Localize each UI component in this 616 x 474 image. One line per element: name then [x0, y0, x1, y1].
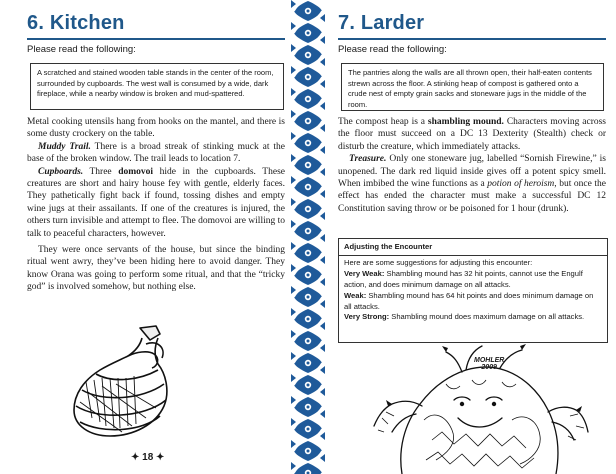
sidebar-intro: Here are some suggestions for adjusting this encounter:	[344, 257, 533, 267]
section-heading-kitchen: 6. Kitchen	[27, 12, 125, 34]
paragraph-label: Muddy Trail.	[38, 141, 91, 152]
adjusting-encounter-sidebar	[338, 238, 608, 343]
paragraph-text: , but once the effect has ended the character must make a successful DC 12 Constitution saving throw or be poisoned for 1 hour (drunk).	[338, 179, 606, 214]
read-aloud-lead: Please read the following:	[338, 44, 447, 55]
read-aloud-box: The pantries along the walls are all thrown open, their half-eaten contents strewn across the floor. A stinking heap of compost is gathered onto a crude nest of empty grain sacks and stoneware jugs in the middle of the room.	[341, 63, 604, 111]
stoneware-jug-illustration	[62, 322, 172, 440]
sidebar-title: Adjusting the Encounter	[339, 242, 607, 256]
paragraph-text: The compost heap is a	[338, 117, 428, 127]
read-aloud-box: A scratched and stained wooden table stands in the center of the room, surrounded by cupboards. The west wall is consumed by a wide, dark fireplace, while a nearby window is broken and mud-spattered.	[30, 63, 284, 110]
sidebar-item-very-weak	[344, 269, 602, 291]
right-page	[326, 0, 616, 474]
kitchen-body	[27, 116, 285, 294]
paragraph-text: Characters moving across the floor must succeed on a DC 13 Dexterity (Stealth) check or disturb the creature, which immediately attacks.	[338, 117, 606, 152]
item-text: Shambling mound has 64 hit points and does minimum damage on all attacks.	[344, 290, 594, 311]
item-label: Very Strong:	[344, 312, 390, 322]
paragraph-text: hide in the cupboards. These creatures are short and hairy house fey with gentle, elderly faces. They pathetically fight back if found, tossing dishes and empty wine jugs at their assailants. If one of the creatures is injured, the others turn invisible and attempt to flee. The domovoi are willing to talk to peaceful characters, however.	[27, 166, 285, 239]
creature-name: domovoi	[118, 166, 154, 177]
sidebar-item-weak	[344, 291, 602, 313]
heading-rule	[27, 38, 285, 40]
item-name: potion of heroism	[487, 179, 555, 190]
decorative-spine-border	[291, 0, 325, 474]
paragraph-label: Treasure.	[349, 154, 387, 165]
section-heading-larder: 7. Larder	[338, 12, 425, 34]
paragraph: They were once servants of the house, but since the binding ritual went awry, they’ve been hiding here to avoid danger. They know Orana was going to perform some ritual, and that the “tricky god” is involved somehow, but nothing else.	[27, 245, 285, 293]
paragraph-treasure	[338, 153, 606, 215]
signature-year: 2009	[481, 364, 497, 371]
paragraph-cupboards	[27, 166, 285, 240]
signature-name: MOHLER	[474, 357, 505, 364]
creature-name: shambling mound.	[427, 117, 504, 127]
heading-rule	[338, 38, 606, 40]
left-page	[0, 0, 290, 474]
paragraph-compost	[338, 116, 606, 153]
page-number: ✦ 18 ✦	[131, 452, 165, 463]
artist-signature	[474, 357, 504, 371]
paragraph-text: Three	[83, 166, 119, 177]
paragraph: Metal cooking utensils hang from hooks on the mantel, and there is some dusty crockery on the table.	[27, 117, 285, 140]
item-text: Shambling mound has 32 hit points, cannot use the Engulf action, and does minimum damage on all attacks.	[344, 268, 583, 289]
paragraph-text: Only one stoneware jug, labelled “Sornish Firewine,” is unopened. The dark red liquid inside gives off a potent spicy smell. When imbibed the wine functions as a	[338, 154, 606, 190]
read-aloud-lead: Please read the following:	[27, 44, 136, 55]
paragraph-text: There is a broad streak of stinking muck at the base of the broken window. The trail leads to location 7.	[27, 141, 285, 165]
paragraph-label: Cupboards.	[38, 166, 84, 177]
paragraph-muddy-trail	[27, 141, 285, 166]
larder-body	[338, 116, 606, 215]
item-label: Very Weak:	[344, 268, 385, 278]
item-text: Shambling mound does maximum damage on all attacks.	[389, 312, 585, 322]
item-label: Weak:	[344, 290, 367, 300]
sidebar-item-very-strong	[344, 312, 602, 323]
